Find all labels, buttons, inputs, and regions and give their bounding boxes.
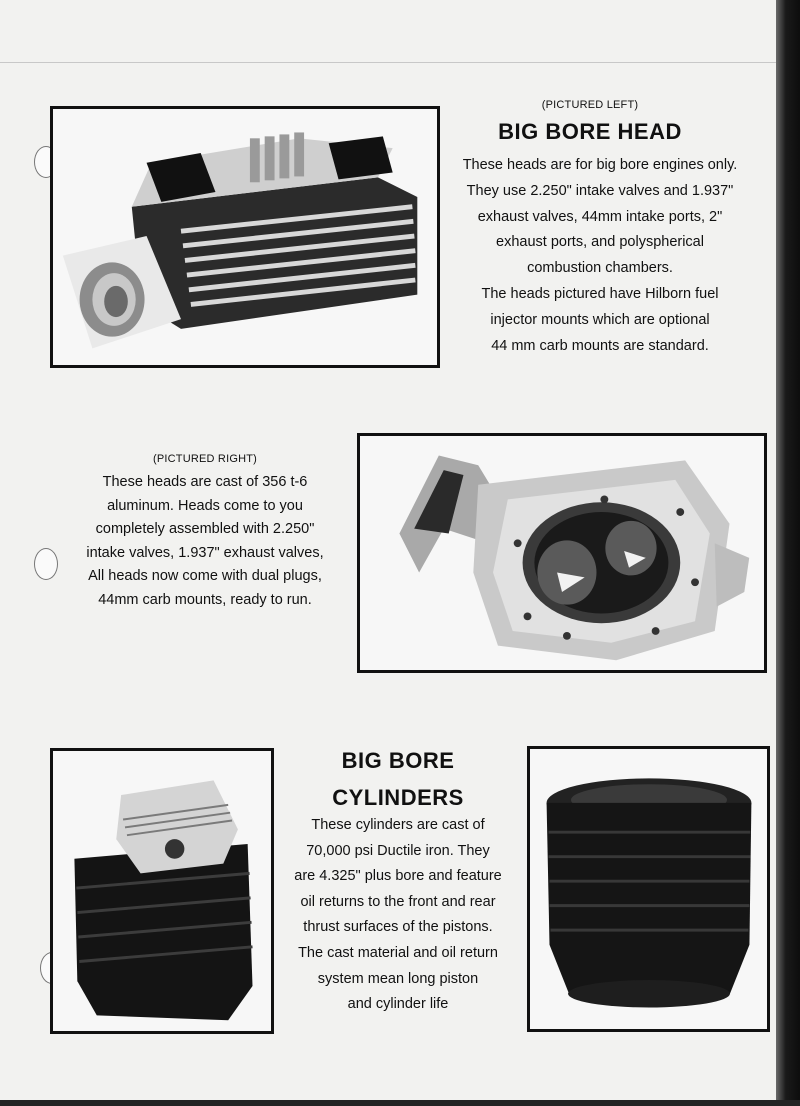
cylinders-line-5: thrust surfaces of the pistons. bbox=[303, 919, 493, 936]
head-line-5: combustion chambers. bbox=[527, 260, 673, 277]
combustion-chamber-photo bbox=[357, 433, 767, 673]
cylinders-title-line-1: BIG BORE bbox=[341, 748, 455, 773]
cylinders-title-line-2: CYLINDERS bbox=[332, 785, 464, 810]
casting-line-2: aluminum. Heads come to you bbox=[107, 497, 303, 514]
cylinders-line-6: The cast material and oil return bbox=[298, 944, 498, 961]
head-caption: (PICTURED LEFT) bbox=[541, 99, 639, 111]
cylinders-line-1: These cylinders are cast of bbox=[311, 817, 485, 833]
bare-cylinder-photo bbox=[527, 746, 770, 1032]
casting-line-3: completely assembled with 2.250" bbox=[95, 521, 315, 538]
head-line-3: exhaust valves, 44mm intake ports, 2" bbox=[477, 208, 723, 225]
scanner-shadow-bottom bbox=[0, 1100, 800, 1106]
head-description bbox=[440, 153, 760, 359]
casting-line-6: 44mm carb mounts, ready to run. bbox=[98, 591, 312, 608]
casting-line-5: All heads now come with dual plugs, bbox=[88, 568, 322, 585]
head-title: BIG BORE HEAD bbox=[498, 119, 682, 144]
casting-description bbox=[50, 471, 360, 613]
head-line-6: The heads pictured have Hilborn fuel bbox=[481, 285, 719, 302]
piston-cylinder-photo bbox=[50, 748, 274, 1034]
scanner-line bbox=[0, 62, 776, 63]
casting-caption: (PICTURED RIGHT) bbox=[152, 453, 258, 465]
head-line-7: injector mounts which are optional bbox=[490, 311, 710, 328]
head-line-2: They use 2.250" intake valves and 1.937" bbox=[466, 182, 734, 199]
cylinders-line-2: 70,000 psi Ductile iron. They bbox=[306, 842, 490, 859]
cylinders-line-3: are 4.325" plus bore and feature bbox=[294, 868, 502, 885]
casting-line-1: These heads are cast of 356 t-6 bbox=[102, 474, 308, 490]
head-line-8: 44 mm carb mounts are standard. bbox=[491, 337, 709, 354]
casting-line-4: intake valves, 1.937" exhaust valves, bbox=[86, 544, 324, 561]
cylinders-line-4: oil returns to the front and rear bbox=[300, 893, 496, 910]
cylinders-description bbox=[278, 813, 518, 1018]
scanner-shadow-right bbox=[776, 0, 800, 1106]
cylinders-line-8: and cylinder life bbox=[347, 996, 449, 1013]
head-line-4: exhaust ports, and polyspherical bbox=[496, 234, 704, 251]
head-line-1: These heads are for big bore engines only. bbox=[462, 157, 738, 173]
cylinders-line-7: system mean long piston bbox=[317, 970, 479, 987]
big-bore-head-photo bbox=[50, 106, 440, 368]
